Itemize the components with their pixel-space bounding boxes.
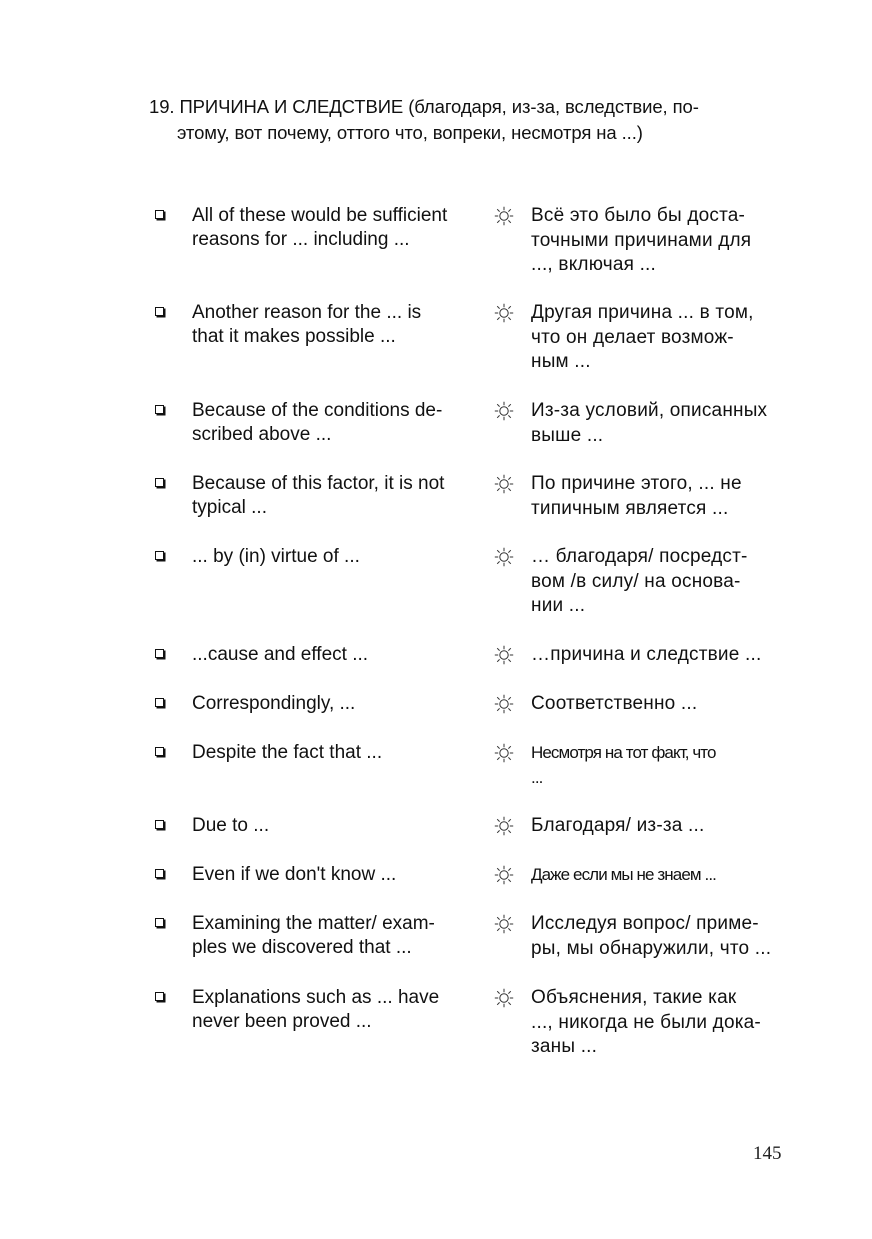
russian-translation-line: нии ... xyxy=(531,595,586,616)
russian-translation xyxy=(531,472,791,521)
russian-translation xyxy=(531,863,791,888)
sun-icon xyxy=(494,303,514,323)
russian-translation-line: Другая причина ... в том, xyxy=(531,302,754,323)
russian-translation-line: вом /в силу/ на основа- xyxy=(531,570,741,592)
english-phrase-line: All of these would be sufficient xyxy=(192,205,448,226)
english-phrase xyxy=(192,741,477,765)
russian-translation-line: Всё это было бы доста- xyxy=(531,205,746,226)
russian-translation-line: ... xyxy=(531,767,543,787)
russian-translation xyxy=(531,912,791,961)
sun-icon xyxy=(494,865,514,885)
english-phrase-line: Even if we don't know ... xyxy=(192,864,397,885)
russian-translation-line: заны ... xyxy=(531,1036,598,1057)
russian-translation xyxy=(531,814,791,839)
square-bullet-icon xyxy=(155,649,164,658)
sun-icon xyxy=(494,816,514,836)
english-phrase xyxy=(192,545,477,569)
russian-translation-line: точными причинами для xyxy=(531,229,752,251)
russian-translation-line: Несмотря на тот факт, что xyxy=(531,743,716,762)
section-heading-line2: этому, вот почему, оттого что, вопреки, несмотря на ...) xyxy=(177,122,643,143)
russian-translation xyxy=(531,692,791,717)
square-bullet-icon xyxy=(155,869,164,878)
page-number: 145 xyxy=(753,1143,782,1164)
english-phrase-line: Due to ... xyxy=(192,815,270,836)
square-bullet-icon xyxy=(155,478,164,487)
english-phrase-line: Because of this factor, it is not xyxy=(192,473,445,494)
english-phrase-line: that it makes possible ... xyxy=(192,326,396,347)
russian-translation xyxy=(531,204,791,278)
english-phrase-line: Another reason for the ... is xyxy=(192,302,422,323)
english-phrase xyxy=(192,472,477,520)
square-bullet-icon xyxy=(155,405,164,414)
english-phrase-line: ples we discovered that ... xyxy=(192,937,412,958)
english-phrase xyxy=(192,814,477,838)
english-phrase-line: ... by (in) virtue of ... xyxy=(192,546,360,567)
sun-icon xyxy=(494,401,514,421)
square-bullet-icon xyxy=(155,820,164,829)
russian-translation-line: Исследуя вопрос/ приме- xyxy=(531,913,759,934)
russian-translation-line: …причина и следствие ... xyxy=(531,644,762,665)
english-phrase-line: ...cause and effect ... xyxy=(192,644,369,665)
english-phrase xyxy=(192,986,477,1034)
russian-translation xyxy=(531,643,791,668)
square-bullet-icon xyxy=(155,551,164,560)
section-heading-line1: 19. ПРИЧИНА И СЛЕДСТВИЕ (благодаря, из-за, вследствие, по- xyxy=(149,96,699,117)
english-phrase xyxy=(192,204,477,252)
russian-translation-line: Даже если мы не знаем ... xyxy=(531,865,716,884)
russian-translation xyxy=(531,301,791,375)
russian-translation-line: … благодаря/ посредст- xyxy=(531,546,748,567)
russian-translation-line: ..., никогда не были дока- xyxy=(531,1011,761,1033)
russian-translation xyxy=(531,399,791,448)
english-phrase-line: scribed above ... xyxy=(192,424,332,445)
square-bullet-icon xyxy=(155,210,164,219)
square-bullet-icon xyxy=(155,698,164,707)
english-phrase-line: never been proved ... xyxy=(192,1011,372,1032)
english-phrase xyxy=(192,399,477,447)
english-phrase-line: reasons for ... including ... xyxy=(192,229,410,250)
english-phrase-line: Correspondingly, ... xyxy=(192,693,356,714)
english-phrase xyxy=(192,692,477,716)
english-phrase-line: typical ... xyxy=(192,497,267,518)
english-phrase xyxy=(192,912,477,960)
sun-icon xyxy=(494,743,514,763)
russian-translation-line: типичным является ... xyxy=(531,497,729,519)
square-bullet-icon xyxy=(155,992,164,1001)
english-phrase xyxy=(192,301,477,349)
russian-translation-line: ным ... xyxy=(531,351,591,372)
sun-icon xyxy=(494,547,514,567)
russian-translation-line: Соответственно ... xyxy=(531,693,698,714)
english-phrase-line: Explanations such as ... have xyxy=(192,987,440,1008)
russian-translation-line: ры, мы обнаружили, что ... xyxy=(531,937,772,959)
russian-translation xyxy=(531,545,791,619)
english-phrase-line: Because of the conditions de- xyxy=(192,400,443,421)
russian-translation-line: По причине этого, ... не xyxy=(531,473,742,494)
english-phrase-line: Despite the fact that ... xyxy=(192,742,383,763)
sun-icon xyxy=(494,645,514,665)
section-heading xyxy=(149,94,789,146)
sun-icon xyxy=(494,988,514,1008)
russian-translation-line: Объяснения, такие как xyxy=(531,987,737,1008)
russian-translation-line: ..., включая ... xyxy=(531,254,657,275)
sun-icon xyxy=(494,694,514,714)
russian-translation xyxy=(531,741,791,790)
english-phrase xyxy=(192,643,477,667)
russian-translation-line: Из-за условий, описанных xyxy=(531,400,768,421)
sun-icon xyxy=(494,914,514,934)
russian-translation xyxy=(531,986,791,1060)
sun-icon xyxy=(494,206,514,226)
russian-translation-line: выше ... xyxy=(531,424,604,446)
english-phrase-line: Examining the matter/ exam- xyxy=(192,913,435,934)
russian-translation-line: что он делает возмож- xyxy=(531,326,734,348)
square-bullet-icon xyxy=(155,918,164,927)
square-bullet-icon xyxy=(155,307,164,316)
sun-icon xyxy=(494,474,514,494)
square-bullet-icon xyxy=(155,747,164,756)
russian-translation-line: Благодаря/ из-за ... xyxy=(531,815,705,836)
english-phrase xyxy=(192,863,477,887)
